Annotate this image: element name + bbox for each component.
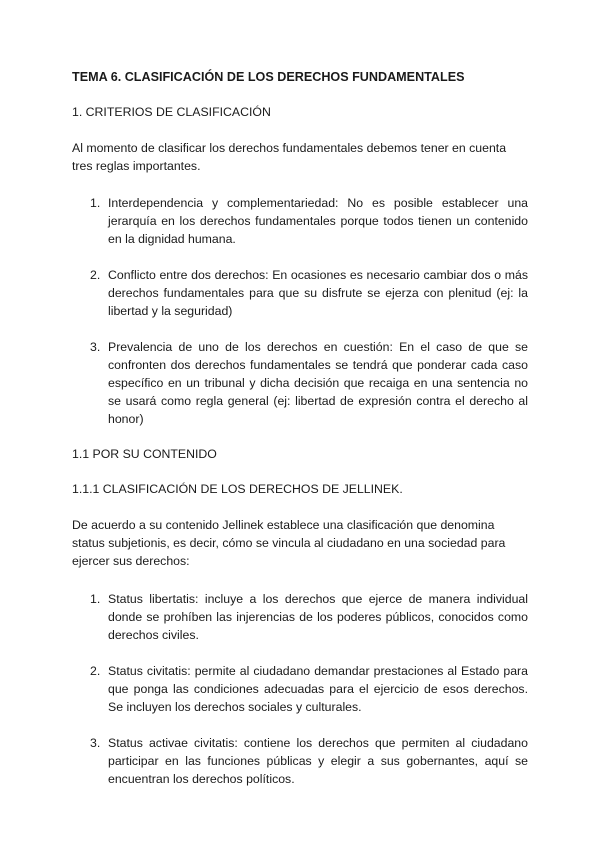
list-item xyxy=(72,266,528,320)
list-item-number: 2. xyxy=(90,664,101,678)
list-item-number: 1. xyxy=(90,592,101,606)
list-item xyxy=(72,338,528,428)
jellinek-status-list xyxy=(72,590,528,788)
list-item-number: 2. xyxy=(90,268,101,282)
list-item xyxy=(72,194,528,248)
criterios-intro-paragraph: Al momento de clasificar los derechos fundamentales debemos tener en cuenta tres reglas importantes. xyxy=(72,141,507,173)
list-item-text: Conflicto entre dos derechos: En ocasiones es necesario cambiar dos o más derechos fundamentales para que su disfrute se ejerza con plenitud (ej: la libertad y la seguridad) xyxy=(108,268,528,318)
list-item xyxy=(72,590,528,644)
criterios-list xyxy=(72,194,528,428)
list-item xyxy=(72,662,528,716)
section-heading-contenido: 1.1 POR SU CONTENIDO xyxy=(72,447,217,461)
list-item-text: Status civitatis: permite al ciudadano demandar prestaciones al Estado para que ponga las condiciones adecuadas para el ejercicio de esos derechos. Se incluyen los derechos sociales y culturales. xyxy=(108,664,528,714)
list-item xyxy=(72,734,528,788)
list-item-number: 1. xyxy=(90,196,101,210)
list-item-number: 3. xyxy=(90,340,101,354)
list-item-number: 3. xyxy=(90,736,101,750)
jellinek-intro-paragraph: De acuerdo a su contenido Jellinek establece una clasificación que denomina status subjetionis, es decir, cómo se vincula al ciudadano en una sociedad para ejercer sus derechos: xyxy=(72,518,506,568)
document-title: TEMA 6. CLASIFICACIÓN DE LOS DERECHOS FUNDAMENTALES xyxy=(72,70,465,84)
list-item-text: Status activae civitatis: contiene los derechos que permiten al ciudadano participar en las funciones públicas y elegir a sus gobernantes, aquí se encuentran los derechos políticos. xyxy=(108,736,528,786)
list-item-text: Prevalencia de uno de los derechos en cuestión: En el caso de que se confronten dos derechos fundamentales se tendrá que ponderar cada caso específico en un tribunal y dicha decisión que recaiga en una sentencia no se usará como regla general (ej: libertad de expresión contra el derecho al honor) xyxy=(108,340,528,426)
list-item-text: Interdependencia y complementariedad: No es posible establecer una jerarquía en los derechos fundamentales porque todos tienen un contenido en la dignidad humana. xyxy=(108,196,528,246)
section-heading-criterios: 1. CRITERIOS DE CLASIFICACIÓN xyxy=(72,105,271,119)
list-item-text: Status libertatis: incluye a los derechos que ejerce de manera individual donde se prohíben las injerencias de los poderes públicos, conocidos como derechos civiles. xyxy=(108,592,528,642)
subsection-heading-jellinek: 1.1.1 CLASIFICACIÓN DE LOS DERECHOS DE JELLINEK. xyxy=(72,482,403,496)
